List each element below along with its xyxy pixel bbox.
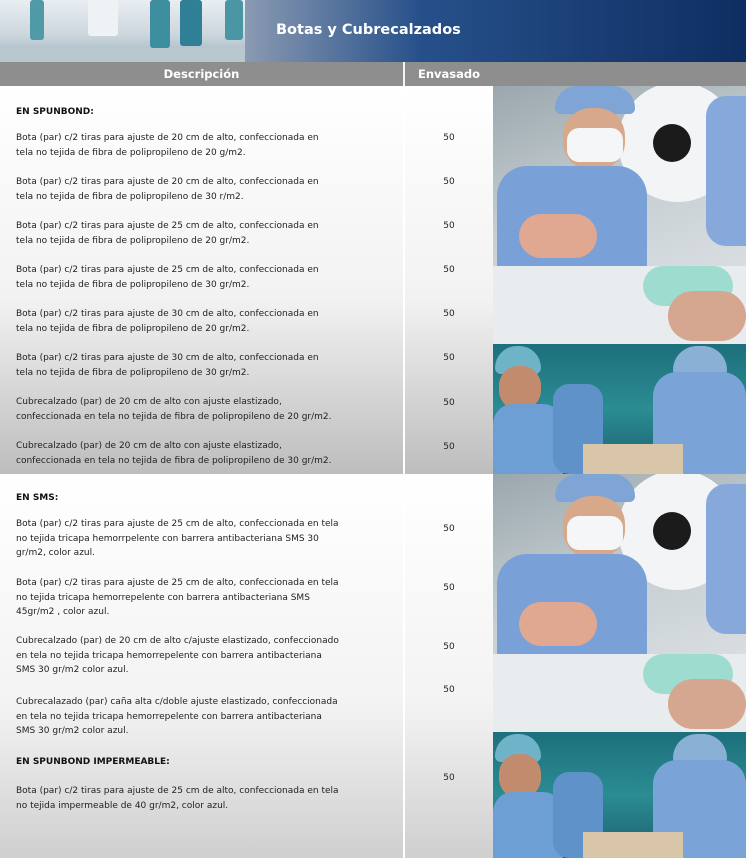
item-quantity: 50: [443, 773, 455, 783]
section-title: EN SPUNBOND:: [16, 107, 94, 117]
item-line: Cubrecalzado (par) de 20 cm de alto c/ajuste elastizado, confeccionado: [16, 636, 339, 646]
item-line: confeccionada en tela no tejida de fibra de polipropileno de 20 gr/m2.: [16, 411, 332, 422]
list-item: [16, 219, 396, 248]
item-line: en tela no tejida tricapa hemorrepelente con barrera antibacteriana: [16, 650, 322, 661]
item-line: confeccionada en tela no tejida de fibra de polipropileno de 30 gr/m2.: [16, 455, 332, 466]
list-item: [16, 517, 396, 561]
item-line: tela no tejida de fibra de polipropileno de 20 g/m2.: [16, 147, 246, 158]
list-item: [16, 634, 396, 678]
list-item: [16, 131, 396, 160]
surgical-team-photo: [493, 344, 746, 474]
item-line: tela no tejida de fibra de polipropileno de 20 gr/m2.: [16, 235, 250, 246]
item-quantity: 50: [443, 398, 455, 408]
item-line: Cubrecalzado (par) de 20 cm de alto con ajuste elastizado,: [16, 441, 282, 451]
item-line: Bota (par) c/2 tiras para ajuste de 30 cm de alto, confeccionada en: [16, 353, 319, 363]
item-line: no tejida tricapa hemorrepelente con barrera antibacteriana SMS: [16, 592, 310, 603]
item-line: no tejida tricapa hemorrpelente con barrera antibacteriana SMS 30: [16, 533, 319, 544]
item-line: Bota (par) c/2 tiras para ajuste de 20 cm de alto, confeccionada en: [16, 177, 319, 187]
list-item: [16, 175, 396, 204]
item-quantity: 50: [443, 133, 455, 143]
banner-hospital-photo: [0, 0, 245, 62]
item-line: tela no tejida de fibra de polipropileno de 20 gr/m2.: [16, 323, 250, 334]
item-line: Cubrecalzado (par) de 20 cm de alto con ajuste elastizado,: [16, 397, 282, 407]
item-quantity: 50: [443, 309, 455, 319]
item-quantity: 50: [443, 685, 455, 695]
item-line: Bota (par) c/2 tiras para ajuste de 25 cm de alto, confeccionada en: [16, 221, 319, 231]
section-spunbond: [0, 86, 493, 474]
item-line: Bota (par) c/2 tiras para ajuste de 25 cm de alto, confeccionada en: [16, 265, 319, 275]
item-quantity: 50: [443, 265, 455, 275]
item-line: SMS 30 gr/m2 color azul.: [16, 726, 129, 736]
table-header: [0, 62, 746, 86]
item-line: Bota (par) c/2 tiras para ajuste de 20 cm de alto, confeccionada en: [16, 133, 319, 143]
item-line: Cubrecalazado (par) caña alta c/doble ajuste elastizado, confeccionada: [16, 697, 338, 707]
item-quantity: 50: [443, 221, 455, 231]
list-item: [16, 307, 396, 336]
list-item: [16, 576, 396, 620]
section-title: EN SMS:: [16, 493, 59, 503]
surgeon-photo: [493, 86, 746, 344]
item-quantity: 50: [443, 583, 455, 593]
item-quantity: 50: [443, 177, 455, 187]
packaging-column-bg: [405, 86, 493, 474]
item-line: Bota (par) c/2 tiras para ajuste de 25 cm de alto, confeccionada en tela: [16, 786, 339, 796]
list-item: [16, 695, 396, 739]
list-item: [16, 263, 396, 292]
item-line: Bota (par) c/2 tiras para ajuste de 25 cm de alto, confeccionada en tela: [16, 519, 339, 529]
item-line: no tejida impermeable de 40 gr/m2, color azul.: [16, 800, 229, 811]
item-line: gr/m2, color azul.: [16, 548, 95, 558]
column-header-description: Descripción: [163, 67, 240, 81]
item-quantity: 50: [443, 353, 455, 363]
list-item: [16, 395, 396, 424]
item-quantity: 50: [443, 442, 455, 452]
section-sms: [0, 474, 493, 858]
item-line: tela no tejida de fibra de polipropileno de 30 gr/m2.: [16, 367, 250, 378]
surgeon-photo-repeat: [493, 474, 746, 732]
item-line: tela no tejida de fibra de polipropileno de 30 gr/m2.: [16, 279, 250, 290]
item-line: Bota (par) c/2 tiras para ajuste de 25 cm de alto, confeccionada en tela: [16, 578, 339, 588]
banner: [0, 0, 746, 62]
item-quantity: 50: [443, 642, 455, 652]
list-item: [16, 784, 396, 813]
item-line: SMS 30 gr/m2 color azul.: [16, 665, 129, 675]
item-quantity: 50: [443, 524, 455, 534]
page-title: Botas y Cubrecalzados: [276, 22, 461, 38]
surgical-team-photo-repeat: [493, 732, 746, 858]
item-line: en tela no tejida tricapa hemorrepelente con barrera antibacteriana: [16, 711, 322, 722]
column-header-packaging: Envasado: [417, 67, 481, 81]
list-item: [16, 439, 396, 468]
item-line: tela no tejida de fibra de polipropileno de 30 r/m2.: [16, 191, 244, 202]
item-line: 45gr/m2 , color azul.: [16, 607, 110, 617]
list-item: [16, 351, 396, 380]
section-title: EN SPUNBOND IMPERMEABLE:: [16, 757, 170, 767]
item-line: Bota (par) c/2 tiras para ajuste de 30 cm de alto, confeccionada en: [16, 309, 319, 319]
